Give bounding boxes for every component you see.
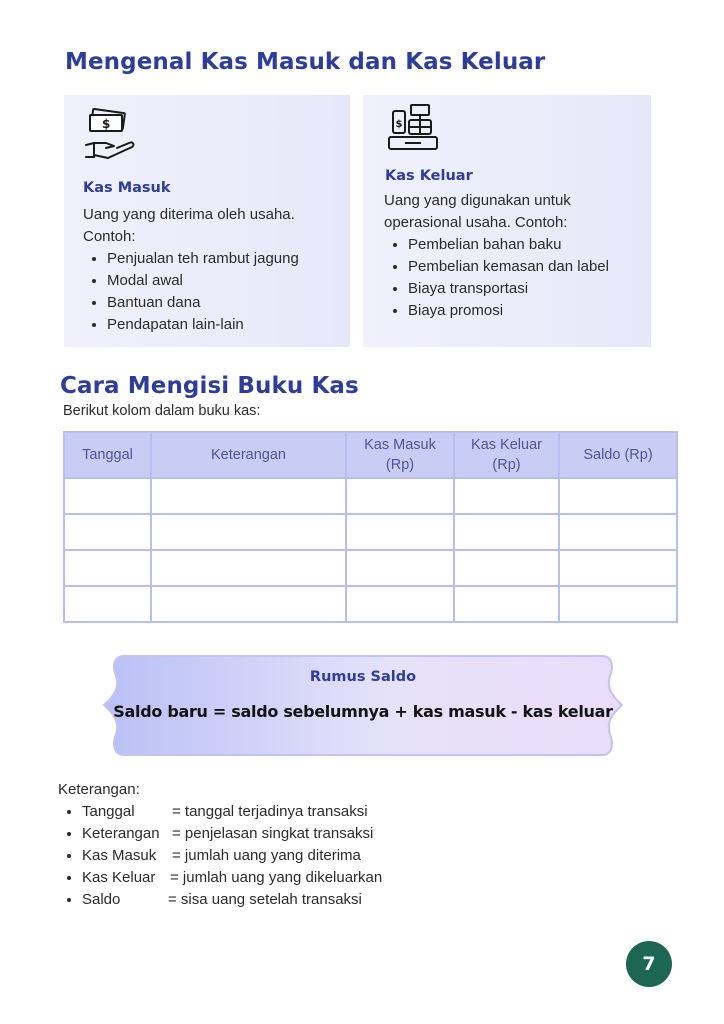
formula-text: Saldo baru = saldo sebelumnya + kas masuk - kas keluar bbox=[113, 702, 613, 721]
list-item: • Biaya promosi bbox=[408, 300, 649, 322]
list-item: • Pembelian bahan baku bbox=[408, 234, 649, 256]
list-item: • Biaya transportasi bbox=[408, 278, 649, 300]
formula-title: Rumus Saldo bbox=[309, 669, 417, 685]
table-cell bbox=[151, 514, 346, 550]
table-cell bbox=[64, 550, 151, 586]
legend-def: = jumlah uang yang diterima bbox=[172, 847, 361, 864]
column-header: Kas Keluar (Rp) bbox=[454, 432, 559, 478]
legend-term: Kas Keluar bbox=[82, 869, 156, 886]
kas-keluar-desc-line1: Uang yang digunakan untuk bbox=[384, 192, 571, 209]
svg-text:$: $ bbox=[102, 117, 111, 131]
table-row bbox=[64, 478, 677, 514]
list-item bbox=[82, 801, 382, 823]
list-item bbox=[82, 889, 382, 911]
kas-masuk-list bbox=[83, 248, 345, 336]
legend-term: Keterangan bbox=[82, 825, 160, 842]
table-row bbox=[64, 550, 677, 586]
list-item: • Penjualan teh rambut jagung bbox=[107, 248, 345, 270]
table-cell bbox=[151, 586, 346, 622]
kas-keluar-card bbox=[363, 95, 651, 347]
list-item: • Modal awal bbox=[107, 270, 345, 292]
list-item bbox=[82, 823, 382, 845]
kas-keluar-list bbox=[384, 234, 649, 322]
legend-def: = sisa uang setelah transaksi bbox=[168, 891, 362, 908]
list-item bbox=[82, 867, 382, 889]
legend-def: = jumlah uang yang dikeluarkan bbox=[170, 869, 383, 886]
table-cell bbox=[559, 586, 677, 622]
kas-keluar-desc-line2: operasional usaha. Contoh: bbox=[384, 214, 568, 231]
legend bbox=[58, 779, 382, 911]
table-cell bbox=[151, 550, 346, 586]
buku-kas-table bbox=[63, 431, 678, 623]
list-item: • Pembelian kemasan dan label bbox=[408, 256, 649, 278]
legend-term: Kas Masuk bbox=[82, 847, 157, 864]
table-cell bbox=[64, 478, 151, 514]
table-cell bbox=[64, 586, 151, 622]
list-item: • Pendapatan lain-lain bbox=[107, 314, 345, 336]
table-cell bbox=[64, 514, 151, 550]
svg-text:$: $ bbox=[395, 119, 403, 130]
column-header: Keterangan bbox=[151, 432, 346, 478]
section-title: Cara Mengisi Buku Kas bbox=[60, 373, 359, 399]
column-header: Saldo (Rp) bbox=[559, 432, 677, 478]
list-item bbox=[82, 845, 382, 867]
table-cell bbox=[151, 478, 346, 514]
kas-keluar-title: Kas Keluar bbox=[385, 168, 473, 184]
legend-def: = tanggal terjadinya transaksi bbox=[172, 803, 368, 820]
legend-list bbox=[58, 801, 382, 911]
table-header-row bbox=[64, 432, 677, 478]
table-row bbox=[64, 586, 677, 622]
table-cell bbox=[454, 514, 559, 550]
table-cell bbox=[454, 550, 559, 586]
table-cell bbox=[559, 550, 677, 586]
cash-register-icon bbox=[387, 103, 439, 155]
column-header: Tanggal bbox=[64, 432, 151, 478]
hand-money-icon bbox=[84, 105, 144, 165]
table-cell bbox=[454, 586, 559, 622]
kas-masuk-desc: Uang yang diterima oleh usaha. bbox=[83, 206, 295, 223]
table-cell bbox=[559, 514, 677, 550]
table-cell bbox=[454, 478, 559, 514]
kas-masuk-title: Kas Masuk bbox=[83, 180, 171, 196]
list-item: • Bantuan dana bbox=[107, 292, 345, 314]
table-cell bbox=[346, 586, 454, 622]
page-number-badge: 7 bbox=[626, 941, 672, 987]
table-cell bbox=[559, 478, 677, 514]
legend-title: Keterangan: bbox=[58, 781, 140, 798]
legend-term: Saldo bbox=[82, 891, 121, 908]
table-cell bbox=[346, 550, 454, 586]
table-row bbox=[64, 514, 677, 550]
table-cell bbox=[346, 514, 454, 550]
kas-masuk-card bbox=[64, 95, 350, 347]
table-cell bbox=[346, 478, 454, 514]
kas-masuk-contoh: Contoh: bbox=[83, 228, 136, 245]
formula-banner bbox=[102, 654, 624, 757]
column-header: Kas Masuk (Rp) bbox=[346, 432, 454, 478]
legend-term: Tanggal bbox=[82, 803, 135, 820]
section-intro: Berikut kolom dalam buku kas: bbox=[63, 403, 261, 419]
legend-def: = penjelasan singkat transaksi bbox=[172, 825, 374, 842]
page-title: Mengenal Kas Masuk dan Kas Keluar bbox=[65, 49, 546, 75]
